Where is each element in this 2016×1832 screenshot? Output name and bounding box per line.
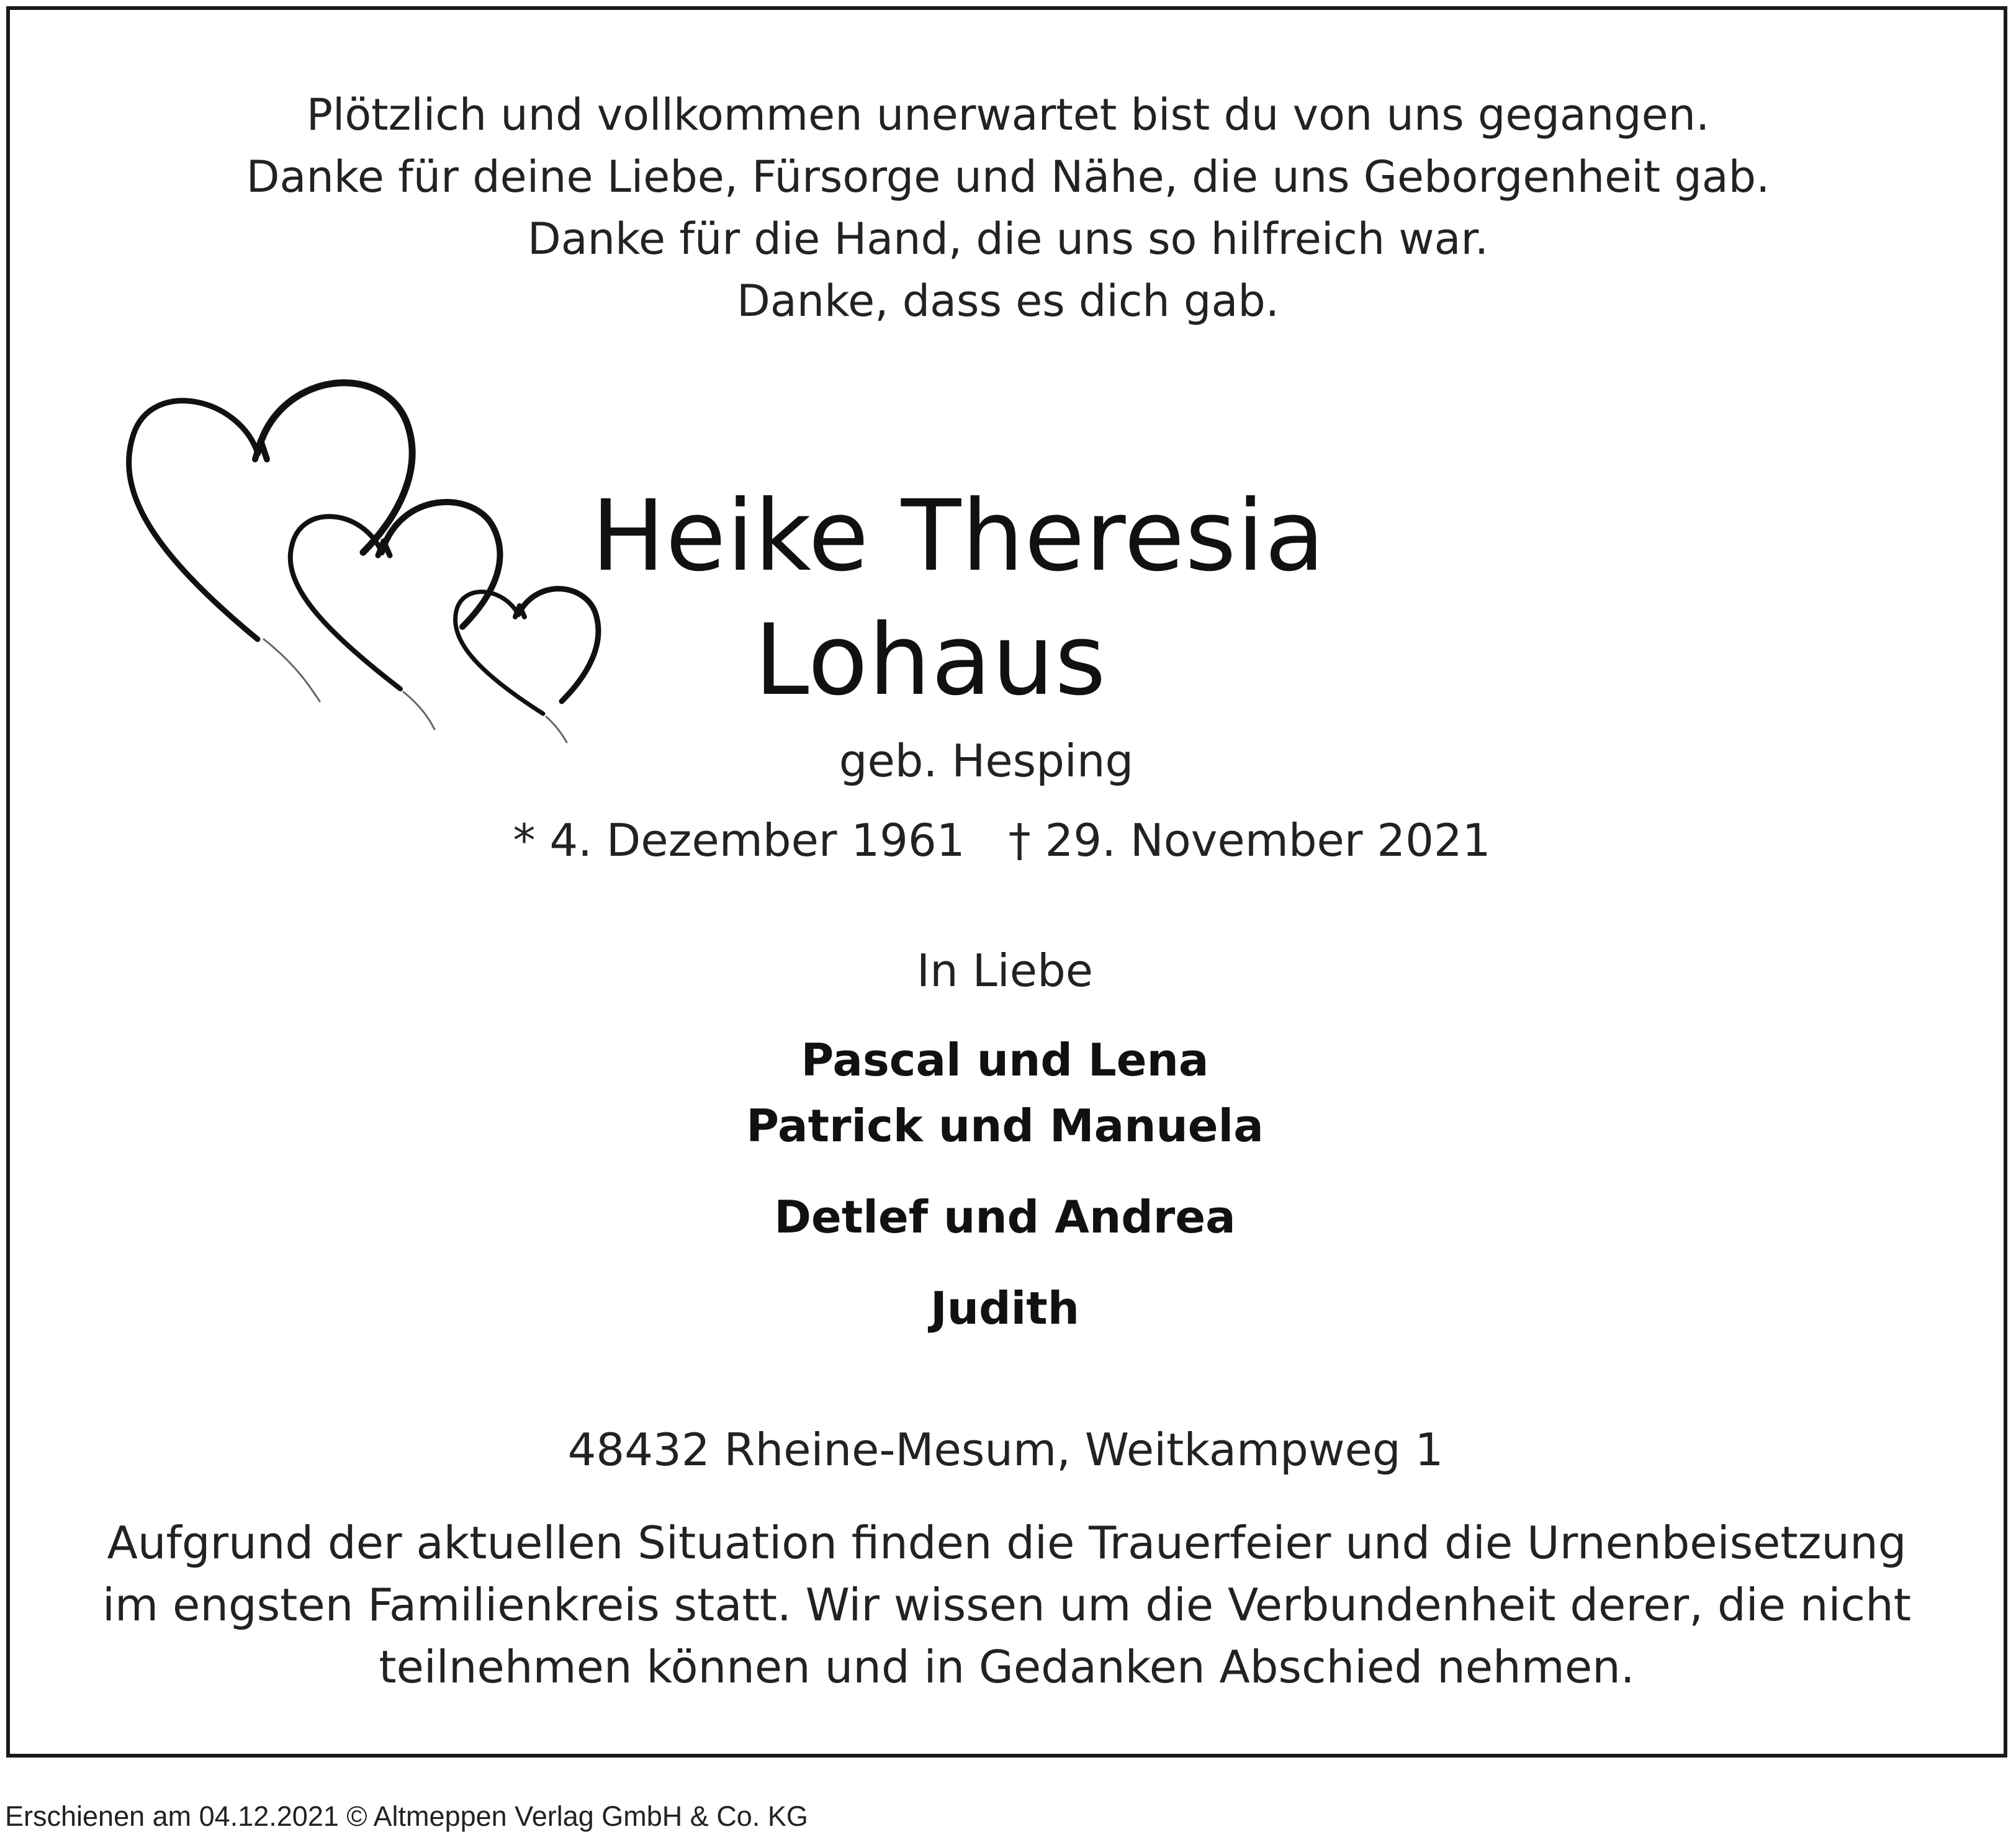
deceased-last-name: Lohaus (754, 603, 1107, 717)
publication-footer: Erschienen am 04.12.2021 © Altmeppen Verlag GmbH & Co. KG (5, 1800, 808, 1832)
address: 48432 Rheine-Mesum, Weitkampweg 1 (567, 1424, 1444, 1476)
mourner-2: Patrick und Manuela (746, 1100, 1264, 1152)
death-date: † 29. November 2021 (1008, 814, 1491, 866)
mourner-3: Detlef und Andrea (774, 1191, 1236, 1243)
birth-date: * 4. Dezember 1961 (513, 814, 965, 866)
poem-line-1: Plötzlich und vollkommen unerwartet bist du von uns gegangen. (306, 89, 1710, 140)
notice-line-3: teilnehmen können und in Gedanken Abschied nehmen. (379, 1641, 1635, 1693)
notice-line-2: im engsten Familienkreis statt. Wir wissen um die Verbundenheit derer, die nicht (102, 1579, 1911, 1631)
in-love-label: In Liebe (916, 945, 1094, 997)
life-dates (0, 814, 2010, 866)
poem-line-2: Danke für deine Liebe, Fürsorge und Nähe, die uns Geborgenheit gab. (246, 151, 1770, 202)
mourner-1: Pascal und Lena (801, 1034, 1209, 1086)
born-name: geb. Hesping (839, 735, 1134, 787)
mourner-4: Judith (930, 1282, 1079, 1334)
obituary-frame (6, 6, 2007, 1758)
notice-line-1: Aufgrund der aktuellen Situation finden die Trauerfeier und die Urnenbeisetzung (107, 1517, 1907, 1569)
deceased-first-names: Heike Theresia (591, 479, 1326, 593)
poem-line-4: Danke, dass es dich gab. (736, 276, 1280, 326)
poem-line-3: Danke für die Hand, die uns so hilfreich war. (527, 213, 1489, 264)
